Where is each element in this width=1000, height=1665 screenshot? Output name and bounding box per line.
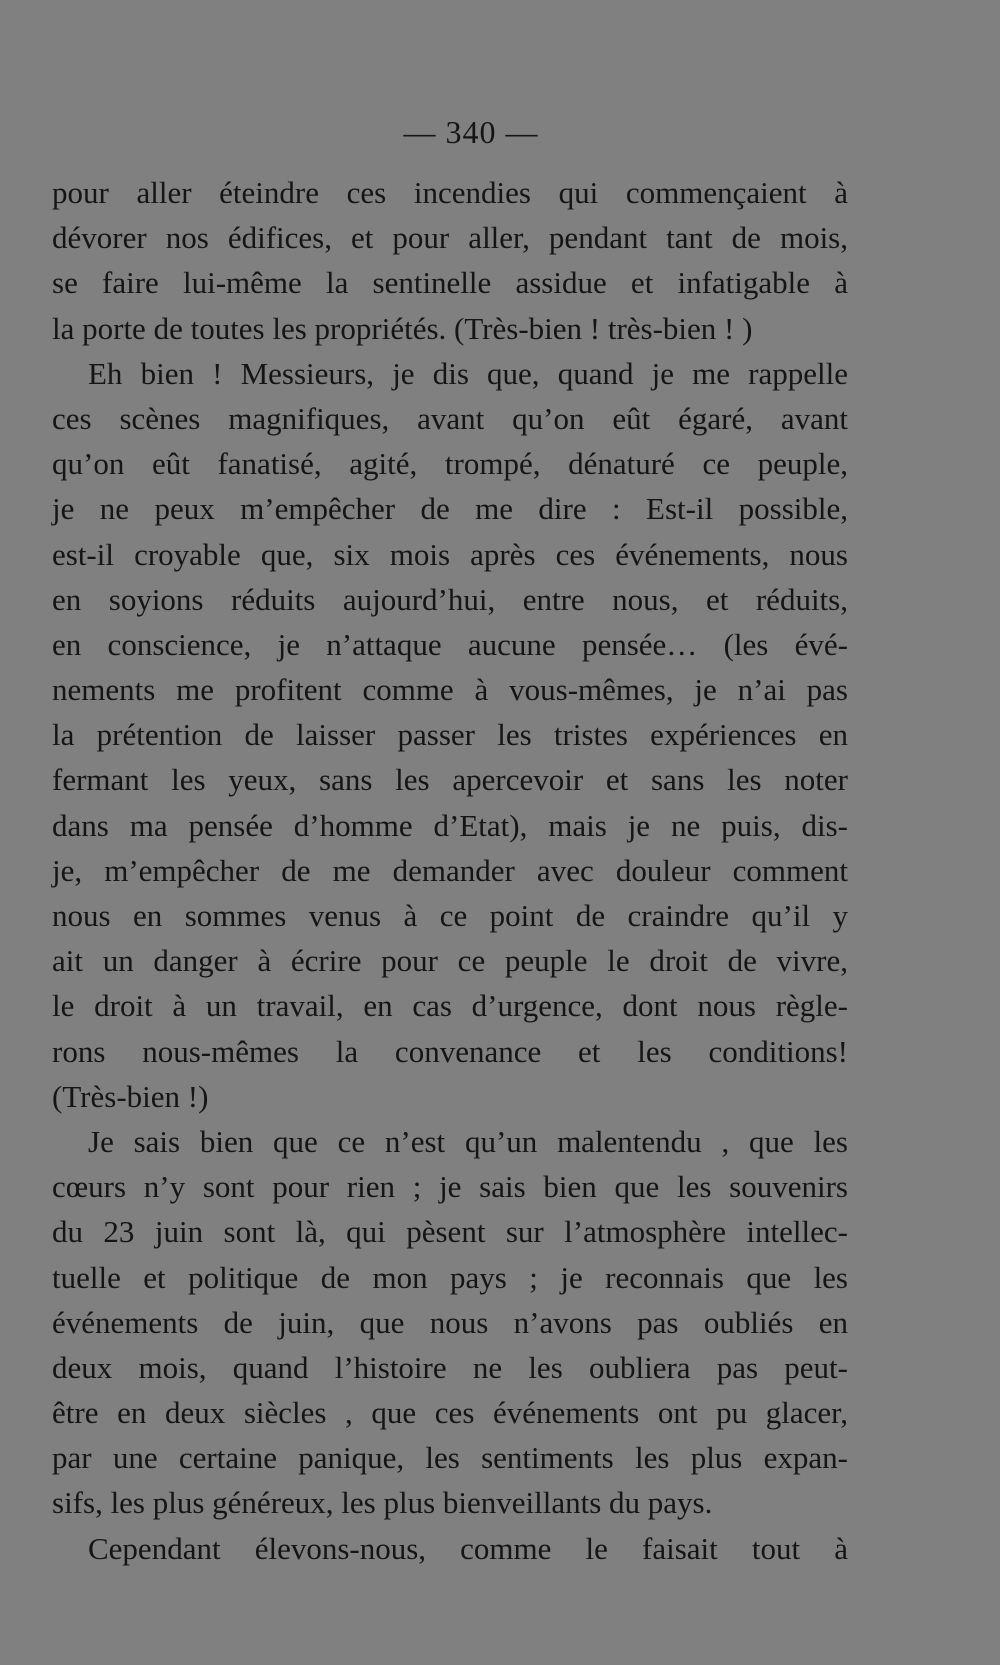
text-line: ces scènes magnifiques, avant qu’on eût égaré, avant [52, 400, 848, 436]
text-line: dévorer nos édifices, et pour aller, pendant tant de mois, [52, 220, 848, 256]
text-line: dans ma pensée d’homme d’Etat), mais je ne puis, dis- [52, 807, 848, 843]
text-line: qu’on eût fanatisé, agité, trompé, dénaturé ce peuple, [52, 446, 848, 482]
text-line: cœurs n’y sont pour rien ; je sais bien que les souvenirs [52, 1169, 848, 1205]
text-line: deux mois, quand l’histoire ne les oubliera pas peut- [52, 1349, 848, 1385]
text-line: je, m’empêcher de me demander avec douleur comment [52, 852, 848, 888]
text-line: sifs, les plus généreux, les plus bienveillants du pays. [52, 1485, 713, 1521]
text-line: se faire lui-même la sentinelle assidue et infatigable à [52, 265, 848, 301]
body-text [52, 170, 848, 1571]
text-line: nous en sommes venus à ce point de craindre qu’il y [52, 898, 848, 933]
text-line: pour aller éteindre ces incendies qui commençaient à [52, 175, 848, 210]
text-line: du 23 juin sont là, qui pèsent sur l’atmosphère intellec- [52, 1214, 848, 1250]
text-line: en soyions réduits aujourd’hui, entre nous, et réduits, [52, 581, 848, 617]
text-line: est-il croyable que, six mois après ces événements, nous [52, 536, 848, 572]
text-line: la porte de toutes les propriétés. (Très-bien ! très-bien ! ) [52, 310, 753, 346]
text-line: par une certaine panique, les sentiments les plus expan- [52, 1440, 848, 1476]
text-line: je ne peux m’empêcher de me dire : Est-il possible, [52, 491, 848, 527]
text-line: événements de juin, que nous n’avons pas oubliés en [52, 1304, 848, 1340]
text-line: nements me profitent comme à vous-mêmes, je n’ai pas [52, 672, 848, 708]
text-line: rons nous-mêmes la convenance et les conditions! [52, 1033, 848, 1069]
text-line: ait un danger à écrire pour ce peuple le droit de vivre, [52, 943, 848, 979]
text-line: être en deux siècles , que ces événements ont pu glacer, [52, 1395, 848, 1431]
text-line: Cependant élevons-nous, comme le faisait tout à [88, 1530, 848, 1566]
text-line: Je sais bien que ce n’est qu’un malentendu , que les [88, 1123, 848, 1159]
text-line: Eh bien ! Messieurs, je dis que, quand je me rappelle [88, 355, 848, 391]
text-line: (Très-bien !) [52, 1078, 209, 1114]
text-line: fermant les yeux, sans les apercevoir et sans les noter [52, 762, 848, 798]
text-line: tuelle et politique de mon pays ; je reconnais que les [52, 1259, 848, 1295]
page-number: — 340 — [403, 114, 539, 150]
text-line: la prétention de laisser passer les tristes expériences en [52, 717, 848, 753]
text-line: le droit à un travail, en cas d’urgence, dont nous règle- [52, 988, 848, 1024]
text-line: en conscience, je n’attaque aucune pensée… (les évé- [52, 626, 848, 662]
